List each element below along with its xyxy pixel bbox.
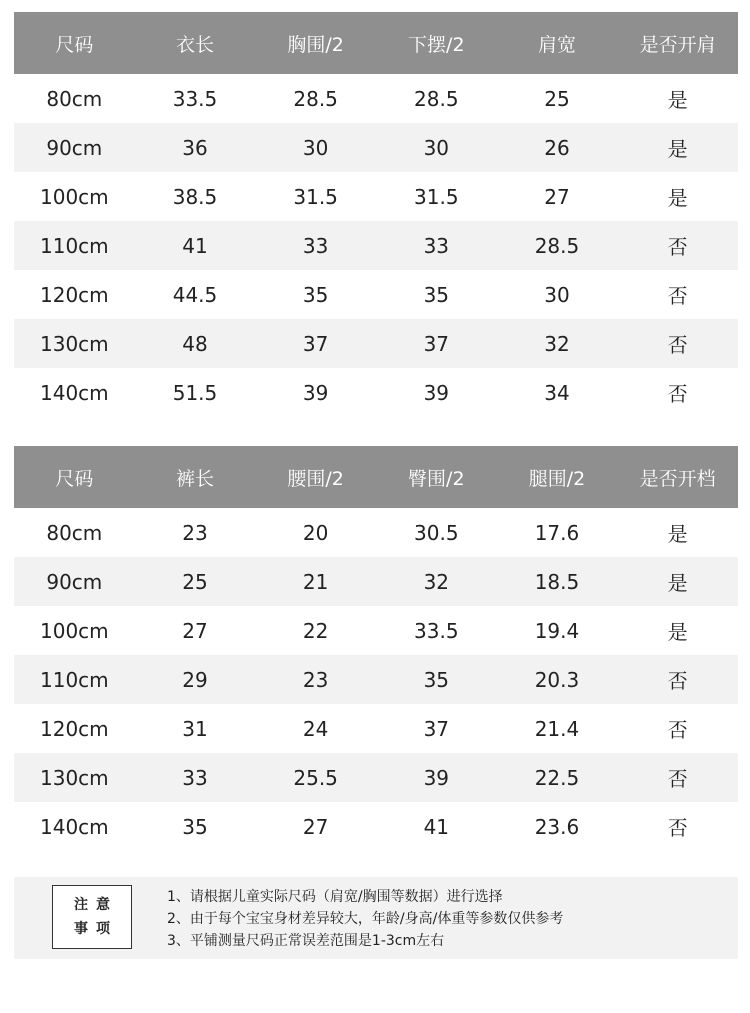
table-cell: 33 bbox=[135, 753, 256, 802]
top-size-table bbox=[14, 12, 738, 417]
table-cell: 120cm bbox=[40, 716, 109, 741]
table-cell: 80cm bbox=[46, 86, 103, 111]
table-cell: 44.5 bbox=[172, 282, 218, 307]
table-cell: 33 bbox=[376, 221, 497, 270]
table-cell: 31.5 bbox=[414, 184, 459, 209]
table-cell: 33.5 bbox=[172, 86, 218, 111]
notes-label bbox=[52, 885, 132, 949]
table-cell: 27 bbox=[544, 184, 570, 209]
table-cell: 30.5 bbox=[414, 520, 459, 545]
table-cell: 28.5 bbox=[414, 86, 459, 111]
table-cell: 32 bbox=[497, 319, 618, 368]
table-cell: 35 bbox=[182, 814, 208, 839]
table-cell: 否 bbox=[667, 284, 688, 308]
table-row bbox=[14, 221, 738, 270]
table-row bbox=[14, 557, 738, 606]
table-cell: 27 bbox=[302, 814, 329, 839]
header-chest: 胸围/2 bbox=[255, 12, 376, 74]
table-cell: 51.5 bbox=[172, 380, 218, 405]
table-row bbox=[14, 123, 738, 172]
table-cell: 130cm bbox=[14, 319, 135, 368]
bottom-table-header-row bbox=[14, 446, 738, 508]
table-row bbox=[14, 74, 738, 123]
table-cell: 80cm bbox=[46, 520, 103, 545]
table-cell: 41 bbox=[423, 814, 450, 839]
table-cell: 25 bbox=[135, 557, 256, 606]
table-cell: 33 bbox=[255, 221, 376, 270]
table-cell: 否 bbox=[617, 655, 738, 704]
table-cell: 23 bbox=[182, 520, 208, 545]
table-cell: 20.3 bbox=[497, 655, 618, 704]
header-waist: 腰围/2 bbox=[255, 446, 376, 508]
table-cell: 90cm bbox=[14, 123, 135, 172]
table-cell: 18.5 bbox=[497, 557, 618, 606]
table-row bbox=[14, 704, 738, 753]
table-cell: 是 bbox=[667, 88, 688, 112]
table-cell: 否 bbox=[617, 221, 738, 270]
note-item: 1、请根据儿童实际尺码（肩宽/胸围等数据）进行选择 bbox=[167, 889, 503, 905]
table-cell: 否 bbox=[667, 718, 688, 742]
table-row bbox=[14, 655, 738, 704]
table-cell: 140cm bbox=[40, 814, 109, 839]
table-cell: 17.6 bbox=[534, 520, 580, 545]
header-shoulder: 肩宽 bbox=[497, 12, 618, 74]
table-cell: 29 bbox=[135, 655, 256, 704]
header-hem: 下摆/2 bbox=[376, 12, 497, 74]
table-cell: 26 bbox=[497, 123, 618, 172]
table-row bbox=[14, 508, 738, 557]
table-cell: 21 bbox=[255, 557, 376, 606]
table-cell: 20 bbox=[302, 520, 329, 545]
header-open-shoulder: 是否开肩 bbox=[617, 12, 738, 74]
table-cell: 39 bbox=[376, 753, 497, 802]
table-cell: 22 bbox=[302, 618, 329, 643]
table-row bbox=[14, 270, 738, 319]
table-cell: 否 bbox=[667, 816, 688, 840]
table-cell: 31.5 bbox=[293, 184, 338, 209]
table-cell: 32 bbox=[376, 557, 497, 606]
table-cell: 27 bbox=[182, 618, 208, 643]
table-cell: 35 bbox=[302, 282, 329, 307]
header-size: 尺码 bbox=[14, 446, 135, 508]
table-cell: 120cm bbox=[40, 282, 109, 307]
table-cell: 31 bbox=[182, 716, 208, 741]
table-cell: 35 bbox=[423, 282, 450, 307]
header-hip: 臀围/2 bbox=[376, 446, 497, 508]
table-cell: 是 bbox=[667, 186, 688, 210]
table-cell: 是 bbox=[667, 522, 688, 546]
top-table-header-row bbox=[14, 12, 738, 74]
table-cell: 是 bbox=[617, 557, 738, 606]
table-cell: 22.5 bbox=[497, 753, 618, 802]
table-cell: 35 bbox=[376, 655, 497, 704]
header-length: 衣长 bbox=[135, 12, 256, 74]
table-cell: 30 bbox=[544, 282, 570, 307]
table-cell: 110cm bbox=[14, 221, 135, 270]
table-cell: 100cm bbox=[40, 184, 109, 209]
bottom-size-table bbox=[14, 446, 738, 851]
table-cell: 是 bbox=[617, 123, 738, 172]
table-cell: 130cm bbox=[14, 753, 135, 802]
table-cell: 110cm bbox=[14, 655, 135, 704]
note-item: 3、平铺测量尺码正常误差范围是1-3cm左右 bbox=[167, 933, 445, 949]
notes-box bbox=[14, 877, 738, 959]
notes-list bbox=[167, 886, 563, 952]
table-cell: 34 bbox=[544, 380, 570, 405]
table-cell: 36 bbox=[135, 123, 256, 172]
table-cell: 19.4 bbox=[534, 618, 580, 643]
table-cell: 37 bbox=[423, 716, 450, 741]
table-cell: 24 bbox=[302, 716, 329, 741]
header-thigh: 腿围/2 bbox=[497, 446, 618, 508]
notes-label-line1: 注意 bbox=[74, 897, 118, 913]
table-row bbox=[14, 172, 738, 221]
table-row bbox=[14, 368, 738, 417]
table-cell: 30 bbox=[376, 123, 497, 172]
table-cell: 否 bbox=[617, 753, 738, 802]
table-cell: 否 bbox=[617, 319, 738, 368]
table-row bbox=[14, 606, 738, 655]
table-cell: 30 bbox=[255, 123, 376, 172]
table-cell: 21.4 bbox=[534, 716, 580, 741]
table-cell: 25.5 bbox=[255, 753, 376, 802]
header-open-crotch: 是否开档 bbox=[617, 446, 738, 508]
table-row bbox=[14, 802, 738, 851]
table-cell: 28.5 bbox=[293, 86, 338, 111]
note-item: 2、由于每个宝宝身材差异较大，年龄/身高/体重等参数仅供参考 bbox=[167, 911, 564, 927]
table-cell: 37 bbox=[376, 319, 497, 368]
table-cell: 90cm bbox=[14, 557, 135, 606]
table-cell: 100cm bbox=[40, 618, 109, 643]
table-cell: 28.5 bbox=[497, 221, 618, 270]
header-size: 尺码 bbox=[14, 12, 135, 74]
table-cell: 23.6 bbox=[534, 814, 580, 839]
table-cell: 否 bbox=[667, 382, 688, 406]
notes-label-line2: 事项 bbox=[74, 921, 118, 937]
table-cell: 是 bbox=[667, 620, 688, 644]
header-pants-length: 裤长 bbox=[135, 446, 256, 508]
table-cell: 23 bbox=[255, 655, 376, 704]
table-cell: 37 bbox=[255, 319, 376, 368]
table-cell: 48 bbox=[135, 319, 256, 368]
table-cell: 33.5 bbox=[414, 618, 459, 643]
table-cell: 39 bbox=[423, 380, 450, 405]
table-row bbox=[14, 319, 738, 368]
table-row bbox=[14, 753, 738, 802]
table-cell: 25 bbox=[544, 86, 570, 111]
table-cell: 140cm bbox=[40, 380, 109, 405]
table-cell: 38.5 bbox=[172, 184, 218, 209]
table-cell: 39 bbox=[302, 380, 329, 405]
table-cell: 41 bbox=[135, 221, 256, 270]
